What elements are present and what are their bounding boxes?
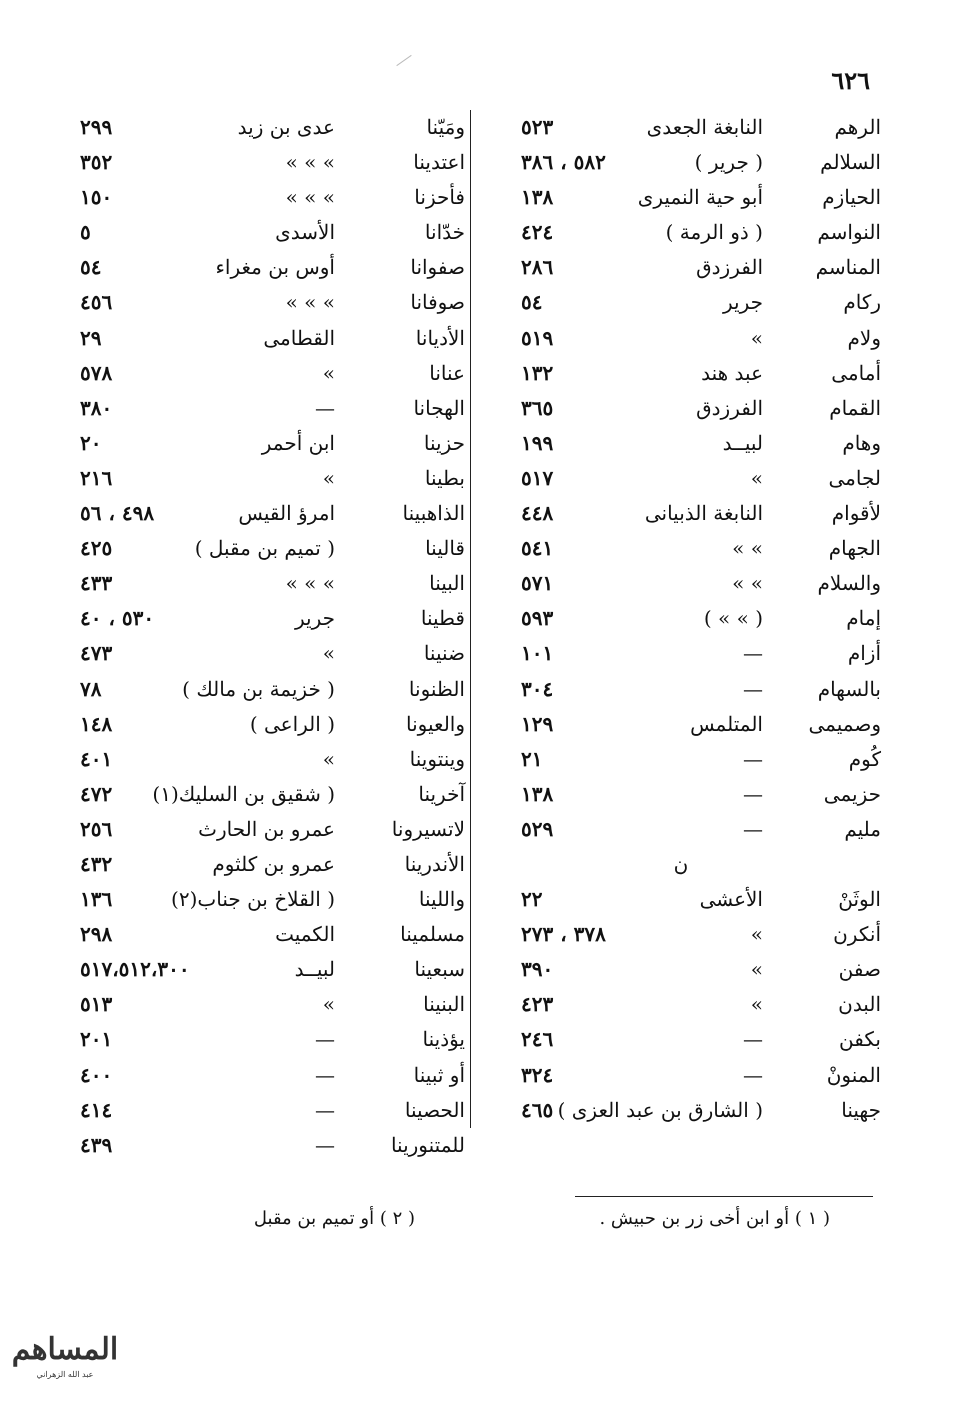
index-poet: الأسدى bbox=[275, 220, 335, 245]
index-poet: ( جرير ) bbox=[694, 150, 763, 175]
index-word: المناسم bbox=[815, 255, 881, 280]
index-poet: ( القلاخ بن جناب(٢) bbox=[171, 887, 335, 912]
index-poet: النابغة الجعدى bbox=[646, 115, 763, 139]
index-word: النواسم bbox=[817, 220, 881, 245]
index-word: لأقوام bbox=[831, 501, 881, 526]
index-word: آخرينا bbox=[418, 781, 465, 806]
index-row bbox=[55, 1022, 465, 1057]
index-word: السلالم bbox=[820, 150, 881, 175]
index-row bbox=[481, 952, 881, 987]
index-word: أنكرن bbox=[833, 922, 881, 947]
stamp-sub: عبد الله الزهراني bbox=[36, 1370, 94, 1379]
index-pages: ٣٥٢ bbox=[80, 150, 113, 175]
index-word: يؤذينا bbox=[422, 1027, 465, 1052]
index-poet: عمرو بن الحارث bbox=[198, 816, 335, 841]
index-poet: » bbox=[322, 992, 335, 1017]
index-poet: — bbox=[743, 781, 763, 806]
index-word: إمام bbox=[846, 606, 881, 631]
index-word: للمتنورينا bbox=[390, 1132, 465, 1157]
index-row bbox=[55, 110, 465, 145]
stamp-main: المساهم bbox=[11, 1332, 119, 1367]
index-word: وينتوينا bbox=[409, 746, 465, 771]
index-pages: ١٣٦ bbox=[80, 887, 113, 912]
index-poet: » » bbox=[732, 536, 763, 561]
index-poet: عمرو بن كلثوم bbox=[212, 851, 335, 876]
index-word: الحصينا bbox=[404, 1097, 465, 1122]
index-poet: — bbox=[743, 641, 763, 666]
index-poet: أوس بن مغراء bbox=[215, 255, 335, 280]
index-word: خدّانا bbox=[424, 220, 465, 245]
index-poet: ( » » ) bbox=[703, 606, 763, 631]
index-row bbox=[481, 1022, 881, 1057]
index-poet: » » » bbox=[285, 290, 335, 315]
index-pages: ٤٥٦ bbox=[80, 290, 113, 315]
index-word: الظنونا bbox=[408, 676, 465, 701]
index-poet: جرير bbox=[723, 290, 763, 315]
index-pages: ٢٠ bbox=[80, 430, 102, 455]
index-poet: جرير bbox=[295, 606, 335, 631]
index-poet: ابن أحمر bbox=[261, 430, 335, 455]
index-word: القمام bbox=[829, 395, 881, 420]
index-pages: ٥٣٠ ، ٤٠ bbox=[80, 606, 155, 631]
footnote-2: ( ٢ ) أو تميم بن مقبل bbox=[253, 1208, 415, 1229]
index-pages: ٢٨٦ bbox=[521, 255, 554, 280]
index-word: فأحزنا bbox=[414, 185, 465, 210]
index-row bbox=[55, 742, 465, 777]
right-column bbox=[470, 110, 880, 1128]
index-poet: — bbox=[315, 1132, 335, 1157]
index-pages: ٤٠٠ bbox=[80, 1062, 113, 1087]
index-pages: ٥١٩ bbox=[521, 325, 554, 350]
index-poet: ( تميم بن مقبل ) bbox=[194, 536, 335, 561]
index-word: والعيونا bbox=[406, 711, 465, 736]
index-row bbox=[481, 321, 881, 356]
index-row bbox=[55, 250, 465, 285]
left-index-list bbox=[55, 110, 465, 1163]
index-row bbox=[481, 882, 881, 917]
index-word: الحيازم bbox=[822, 185, 881, 210]
index-word: ومَيّنا bbox=[426, 115, 465, 139]
index-poet: الكميت bbox=[275, 922, 335, 947]
index-pages: ٣٨٠ bbox=[80, 395, 113, 420]
index-pages: ٢٩٩ bbox=[80, 115, 113, 139]
index-poet: عدى بن زيد bbox=[237, 115, 335, 139]
index-word: سبعينا bbox=[414, 957, 465, 982]
index-pages: ٥١٣ bbox=[80, 992, 113, 1017]
index-word: اعتدينا bbox=[413, 150, 465, 175]
index-pages: ٥٧١ bbox=[521, 571, 554, 596]
index-word: صفن bbox=[838, 957, 881, 982]
index-word: البنينا bbox=[423, 992, 465, 1017]
index-row bbox=[55, 636, 465, 671]
index-row bbox=[55, 1093, 465, 1128]
index-word: جهينا bbox=[841, 1097, 881, 1122]
index-word: صفوانا bbox=[410, 255, 465, 280]
index-row bbox=[55, 531, 465, 566]
index-poet: لبيــد bbox=[722, 430, 763, 455]
index-pages: ٥٧٨ bbox=[80, 360, 113, 385]
index-row bbox=[55, 180, 465, 215]
page-mark bbox=[396, 55, 411, 66]
index-word: بكفن bbox=[839, 1027, 881, 1052]
index-word: ولام bbox=[847, 325, 881, 350]
index-row bbox=[481, 531, 881, 566]
index-row bbox=[481, 742, 881, 777]
index-poet: النابغة الذبيانى bbox=[644, 501, 763, 526]
index-word: ضنينا bbox=[423, 641, 465, 666]
index-word: أو ثبينا bbox=[413, 1062, 465, 1087]
index-poet: المتلمس bbox=[690, 711, 763, 736]
index-row bbox=[481, 917, 881, 952]
index-poet: — bbox=[315, 1027, 335, 1052]
index-row bbox=[55, 461, 465, 496]
index-word: والسلام bbox=[817, 571, 881, 596]
index-row bbox=[481, 426, 881, 461]
index-word: قالينا bbox=[425, 536, 465, 561]
index-word: وصميمى bbox=[808, 711, 881, 736]
index-pages: ٤٣٩ bbox=[80, 1132, 113, 1157]
index-word: صوفانا bbox=[410, 290, 465, 315]
index-pages: ١٩٩ bbox=[521, 430, 554, 455]
index-word: مسلمينا bbox=[400, 922, 465, 947]
index-poet: » bbox=[322, 360, 335, 385]
index-row bbox=[481, 1058, 881, 1093]
index-pages: ٣٠٤ bbox=[521, 676, 554, 701]
index-word: الجهام bbox=[828, 536, 881, 561]
index-poet: » » » bbox=[285, 185, 335, 210]
index-poet: — bbox=[315, 1062, 335, 1087]
index-row bbox=[481, 777, 881, 812]
index-poet: » bbox=[750, 992, 763, 1017]
index-poet: — bbox=[315, 1097, 335, 1122]
index-row bbox=[55, 987, 465, 1022]
index-poet: ( الشارق بن عبد العزى ) bbox=[557, 1097, 763, 1122]
index-row bbox=[481, 672, 881, 707]
index-poet: » » » bbox=[285, 571, 335, 596]
index-row bbox=[55, 812, 465, 847]
index-pages: ٥٨٢ ، ٣٨٦ bbox=[521, 150, 606, 175]
index-word: لاتسيرونا bbox=[391, 816, 465, 841]
index-row bbox=[481, 356, 881, 391]
index-poet: عبد هند bbox=[701, 360, 763, 385]
index-row bbox=[55, 707, 465, 742]
index-word: الهجانا bbox=[413, 395, 465, 420]
footnote-divider bbox=[575, 1196, 873, 1197]
index-poet: ( الراعى ) bbox=[249, 711, 335, 736]
index-row bbox=[55, 391, 465, 426]
index-row bbox=[481, 145, 881, 180]
index-pages: ٢١٦ bbox=[80, 465, 113, 490]
index-pages: ٢٠١ bbox=[80, 1027, 113, 1052]
index-row bbox=[55, 882, 465, 917]
index-row bbox=[481, 496, 881, 531]
right-index-list bbox=[471, 110, 880, 847]
index-pages: ٤٢٤ bbox=[521, 220, 554, 245]
index-pages: ٤٠١ bbox=[80, 746, 113, 771]
index-pages: ٤٤٨ bbox=[521, 501, 554, 526]
index-pages: ٣٢٤ bbox=[521, 1062, 554, 1087]
index-pages: ٥٢٩ bbox=[521, 816, 554, 841]
index-poet: الفرزدق bbox=[696, 255, 763, 280]
index-poet: — bbox=[743, 676, 763, 701]
index-poet: لبيــد bbox=[294, 957, 335, 982]
index-poet: امرؤ القيس bbox=[238, 501, 335, 526]
index-word: البدن bbox=[838, 992, 881, 1017]
index-row bbox=[55, 917, 465, 952]
index-row bbox=[55, 1058, 465, 1093]
index-word: المنونْ bbox=[826, 1062, 881, 1087]
index-pages: ٥٢٣ bbox=[521, 115, 554, 139]
index-poet: » bbox=[750, 465, 763, 490]
index-pages: ٤٧٣ bbox=[80, 641, 113, 666]
index-word: لجامى bbox=[828, 465, 881, 490]
section-letter: ن bbox=[673, 851, 689, 876]
index-word: الأندرينا bbox=[404, 851, 465, 876]
index-pages: ١٢٩ bbox=[521, 711, 554, 736]
index-pages: ٢٩ bbox=[80, 325, 102, 350]
index-word: الوثَنْ bbox=[838, 887, 881, 912]
index-row bbox=[55, 1128, 465, 1163]
index-word: الرهم bbox=[834, 115, 881, 139]
index-pages: ١٣٨ bbox=[521, 781, 554, 806]
index-row bbox=[481, 285, 881, 320]
index-row bbox=[481, 812, 881, 847]
index-row bbox=[55, 601, 465, 636]
index-word: أزام bbox=[847, 641, 881, 666]
index-pages: ٤٩٨ ، ٥٦ bbox=[80, 501, 155, 526]
index-poet: » bbox=[322, 641, 335, 666]
index-poet: » bbox=[750, 922, 763, 947]
index-row bbox=[481, 601, 881, 636]
index-pages: ٢٢ bbox=[521, 887, 543, 912]
index-row bbox=[55, 285, 465, 320]
index-word: بطينا bbox=[424, 465, 465, 490]
index-row bbox=[55, 321, 465, 356]
index-row bbox=[55, 215, 465, 250]
index-word: أمامى bbox=[831, 360, 881, 385]
index-pages: ٤١٤ bbox=[80, 1097, 113, 1122]
index-poet: الفرزدق bbox=[696, 395, 763, 420]
index-row bbox=[481, 180, 881, 215]
page-number: ٦٢٦ bbox=[831, 66, 870, 95]
index-pages: ٢٤٦ bbox=[521, 1027, 554, 1052]
index-pages: ١٣٨ bbox=[521, 185, 554, 210]
index-pages: ١٥٠ bbox=[80, 185, 113, 210]
index-poet: » » » bbox=[285, 150, 335, 175]
index-poet: » » bbox=[732, 571, 763, 596]
right-column-content bbox=[470, 110, 880, 1128]
index-row bbox=[55, 847, 465, 882]
index-word: بالسهام bbox=[817, 676, 881, 701]
index-word: عنانا bbox=[429, 360, 465, 385]
index-word: الذاهبينا bbox=[402, 501, 465, 526]
index-poet: ( خزيمة بن مالك ) bbox=[182, 676, 335, 701]
index-pages: ١٣٢ bbox=[521, 360, 554, 385]
library-stamp bbox=[10, 1330, 120, 1390]
index-row bbox=[55, 356, 465, 391]
index-row bbox=[481, 461, 881, 496]
index-poet: القطامى bbox=[263, 325, 335, 350]
right-index-list-n bbox=[471, 882, 880, 1128]
index-row bbox=[481, 391, 881, 426]
index-poet: » bbox=[750, 957, 763, 982]
footnote-1: ( ١ ) أو ابن أخى زر بن حبيش . bbox=[599, 1208, 830, 1229]
index-pages: ٧٨ bbox=[80, 676, 102, 701]
index-row bbox=[481, 707, 881, 742]
index-pages: ٤٧٢ bbox=[80, 781, 113, 806]
index-pages: ٤٢٣ bbox=[521, 992, 554, 1017]
index-pages: ٥٤ bbox=[521, 290, 543, 315]
index-word: قطينا bbox=[420, 606, 465, 631]
index-row bbox=[481, 987, 881, 1022]
index-poet: » bbox=[322, 746, 335, 771]
index-row bbox=[55, 952, 465, 987]
index-pages: ٤٣٢ bbox=[80, 851, 113, 876]
index-row bbox=[481, 1093, 881, 1128]
index-word: حزيمى bbox=[823, 781, 881, 806]
index-row bbox=[55, 777, 465, 812]
left-column bbox=[55, 110, 465, 1163]
index-word: كُوم bbox=[848, 746, 881, 771]
index-pages: ٣٩٠ bbox=[521, 957, 554, 982]
index-word: حزينا bbox=[423, 430, 465, 455]
index-pages: ٤٣٣ bbox=[80, 571, 113, 596]
index-pages: ٢٥٦ bbox=[80, 816, 113, 841]
index-row bbox=[55, 426, 465, 461]
index-poet: — bbox=[315, 395, 335, 420]
index-row bbox=[481, 110, 881, 145]
index-pages: ٥ bbox=[80, 220, 91, 245]
index-pages: ٥١٧،٥١٢،٣٠٠ bbox=[80, 957, 190, 982]
index-row bbox=[55, 566, 465, 601]
index-pages: ٥١٧ bbox=[521, 465, 554, 490]
index-word: مليم bbox=[844, 816, 881, 841]
index-poet: ( ذو الرمة ) bbox=[665, 220, 763, 245]
index-poet: » bbox=[750, 325, 763, 350]
index-row bbox=[481, 250, 881, 285]
index-word: وهام bbox=[842, 430, 881, 455]
index-pages: ٥٤١ bbox=[521, 536, 554, 561]
index-pages: ٣٦٥ bbox=[521, 395, 554, 420]
index-pages: ٢١ bbox=[521, 746, 543, 771]
index-pages: ٥٤ bbox=[80, 255, 102, 280]
index-pages: ٥٩٣ bbox=[521, 606, 554, 631]
index-word: ركام bbox=[843, 290, 881, 315]
index-row bbox=[55, 672, 465, 707]
index-pages: ٤٦٥ bbox=[521, 1097, 554, 1122]
index-poet: — bbox=[743, 1027, 763, 1052]
index-poet: — bbox=[743, 1062, 763, 1087]
index-row bbox=[481, 636, 881, 671]
index-row bbox=[55, 145, 465, 180]
index-pages: ٤٢٥ bbox=[80, 536, 113, 561]
index-word: البينا bbox=[429, 571, 465, 596]
index-pages: ٣٧٨ ، ٢٧٣ bbox=[521, 922, 606, 947]
index-poet: الأعشى bbox=[699, 887, 763, 912]
index-poet: — bbox=[743, 746, 763, 771]
index-poet: ( شقيق بن السليك(١) bbox=[152, 781, 335, 806]
index-pages: ١٠١ bbox=[521, 641, 554, 666]
index-row bbox=[55, 496, 465, 531]
index-row bbox=[481, 566, 881, 601]
index-word: الأديانا bbox=[415, 325, 465, 350]
index-poet: أبو حية النميرى bbox=[637, 185, 763, 210]
index-poet: » bbox=[322, 465, 335, 490]
index-pages: ١٤٨ bbox=[80, 711, 113, 736]
index-pages: ٢٩٨ bbox=[80, 922, 113, 947]
index-row bbox=[481, 215, 881, 250]
index-word: واللينا bbox=[418, 887, 465, 912]
index-poet: — bbox=[743, 816, 763, 841]
